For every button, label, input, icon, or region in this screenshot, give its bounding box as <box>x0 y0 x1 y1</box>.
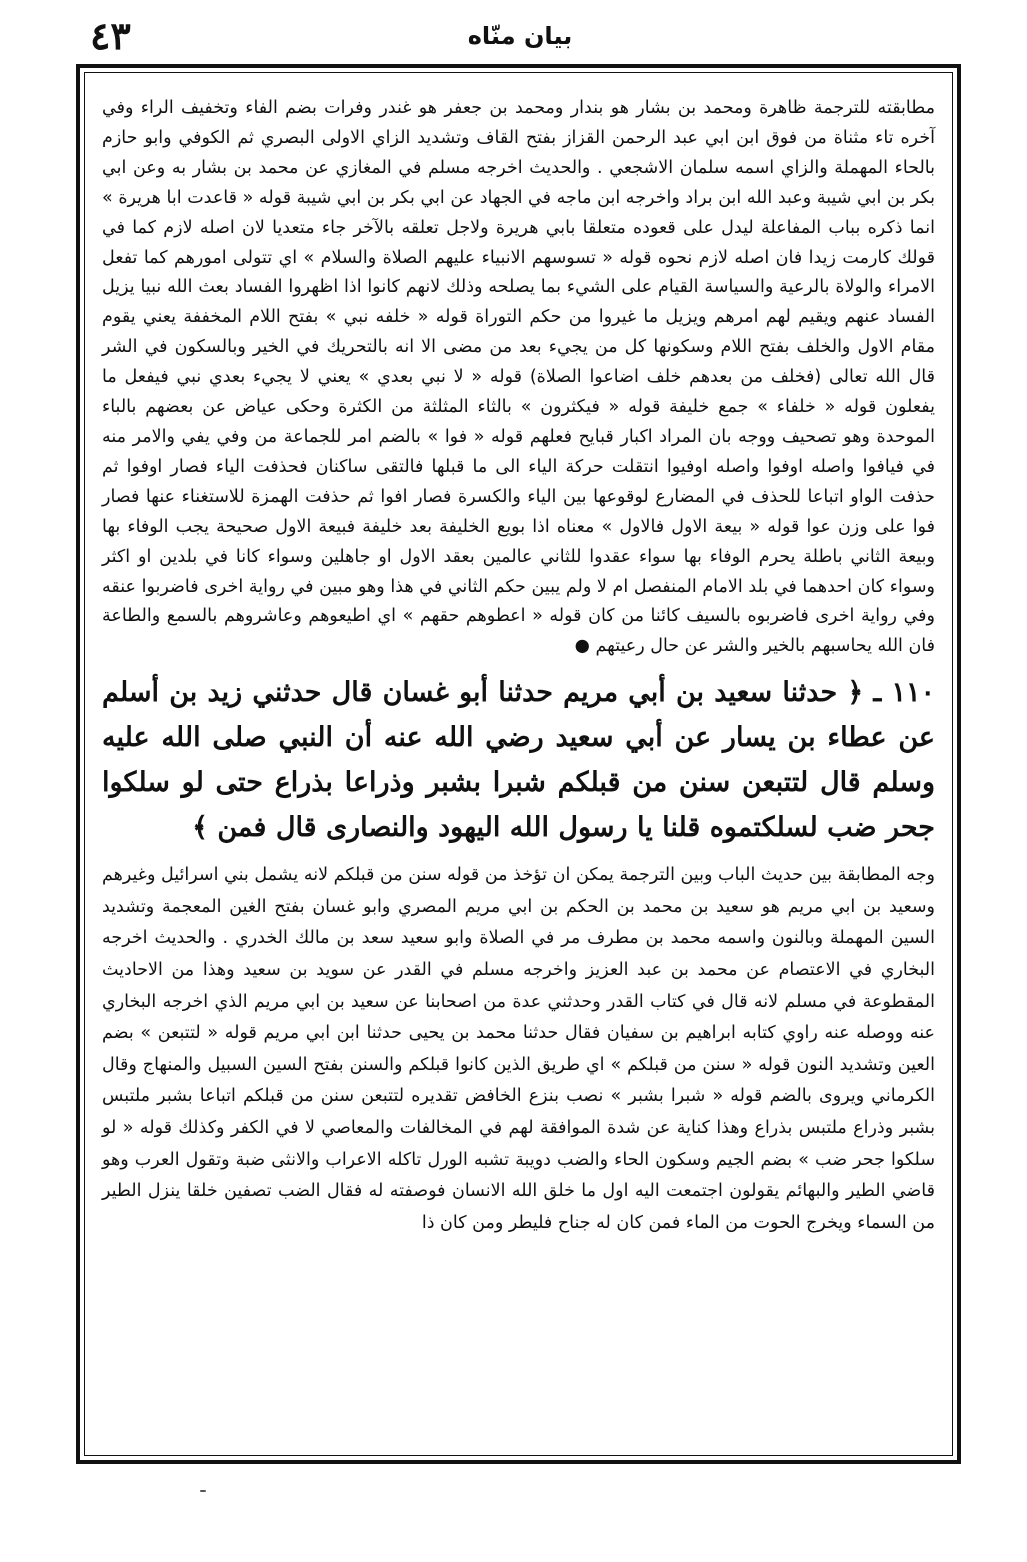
commentary-paragraph-2: وجه المطابقة بين حديث الباب وبين الترجمة يمكن ان تؤخذ من قوله سنن من قبلكم لانه يشمل بني اسرائيل وغيرهم وسعيد بن ابي مريم هو سعيد بن محمد بن الحكم بن ابي مريم المصري وابو غسان بفتح الغين المعجمة وتشديد السين المهملة وبالنون واسمه محمد بن مطرف مر في الصلاة وابو سعيد سعد بن مالك الخدري . والحديث اخرجه البخاري في الاعتصام عن محمد بن عبد العزيز واخرجه مسلم في القدر عن سويد بن سعيد وهذا من الاحاديث المقطوعة في مسلم لانه قال في كتاب القدر وحدثني عدة من اصحابنا عن سعيد بن ابي مريم الذي اخرجه البخاري عنه ووصله عنه راوي كتابه ابراهيم بن سفيان فقال حدثنا محمد بن يحيى حدثنا ابن ابي مريم قوله « لتتبعن » بضم العين وتشديد النون قوله « سنن من قبلكم » اي طريق الذين كانوا قبلكم والسنن بفتح السين السبيل والمنهاج وقال الكرماني ويروى بالضم قوله « شبرا بشبر » نصب بنزع الخافض تقديره لتتبعن سنن من قبلكم اتباعا بشبر ملتبس بشبر وذراع ملتبس بذراع وهذا كناية عن شدة الموافقة لهم في المخالفات والمعاصي لا في الكفر وكذلك قوله « لو سلكوا جحر ضب » بضم الجيم وسكون الحاء والضب دويبة تشبه الورل تاكله الاعراب والانثى ضبة وتقول العرب وهو قاضي الطير والبهائم يقولون اجتمعت اليه اول ما خلق الله الانسان فوصفته له فقال الضب تصفين خلقا ينزل الطير من السماء ويخرج الحوت من الماء فمن كان له جناح فليطر ومن كان ذا <box>102 865 935 1233</box>
hadith-number: ١١٠ <box>891 677 935 709</box>
scan-speck <box>200 1490 206 1492</box>
hadith-block <box>102 670 935 850</box>
running-title: بيان منّاه <box>467 22 573 50</box>
hadith-text: ﴿ حدثنا سعيد بن أبي مريم حدثنا أبو غسان قال حدثني زيد بن أسلم عن عطاء بن يسار عن أبي سعيد رضي الله عنه أن النبي صلى الله عليه وسلم قال لتتبعن سنن من قبلكم شبرا بشبر وذراعا بذراع حتى لو سلكوا جحر ضب لسلكتموه قلنا يا رسول الله اليهود والنصارى قال فمن ﴾ <box>102 677 935 844</box>
page-header <box>70 10 970 62</box>
hadith-separator: ـ <box>863 677 882 709</box>
page-border-outer <box>76 64 961 1464</box>
commentary-paragraph-1: مطابقته للترجمة ظاهرة ومحمد بن بشار هو بندار ومحمد بن جعفر هو غندر وفرات بضم الفاء وتخفيف الراء وفي آخره تاء مثناة من فوق ابن ابي عبد الرحمن القزاز بفتح القاف وتشديد الزاي الاولى البصري ثم الكوفي وابو حازم بالحاء المهملة والزاي اسمه سلمان الاشجعي . والحديث اخرجه مسلم في المغازي عن محمد بن بشار به وعن ابي بكر بن ابي شيبة وعبد الله ابن براد واخرجه ابن ماجه في الجهاد عن ابي بكر بن ابي شيبة قوله « قاعدت ابا هريرة » انما ذكره بباب المفاعلة ليدل على قعوده متعلقا بابي هريرة ولاجل تعلقه بالآخر جاء متعديا لان اصله لازم كما في قولك كارمت زيدا فان اصله لازم نحوه قوله « تسوسهم الانبياء عليهم الصلاة والسلام » اي تتولى امورهم كما تفعل الامراء والولاة بالرعية والسياسة القيام على الشيء بما يصلحه وذلك لانهم كانوا اذا اظهروا الفساد بعث الله نبيا يزيل الفساد عنهم ويقيم لهم امرهم ويزيل ما غيروا من حكم التوراة قوله « خلفه نبي » بفتح اللام المخففة يعني يقوم مقام الاول والخلف بفتح اللام وسكونها كل من يجيء بعد من مضى الا انه بالتحريك في الخير وبالسكون في الشر قال الله تعالى (فخلف من بعدهم خلف اضاعوا الصلاة) قوله « لا نبي بعدي » يعني لا يجيء بعدي نبي فيفعل ما يفعلون قوله « خلفاء » جمع خليفة قوله « فيكثرون » بالثاء المثلثة من الكثرة وحكى عياض عن بعضهم بالباء الموحدة وهو تصحيف ووجه بان المراد اكبار قبايح فعلهم قوله « فوا » بالضم امر للجماعة من وفي يفي والامر منه في فيافوا واصله اوفوا واصله اوفيوا انتقلت حركة الياء الى ما قبلها فالتقى ساكنان فحذفت الياء فصار اوفوا ثم حذفت الواو اتباعا للحذف في المضارع لوقوعها بين الياء والكسرة فصار افوا ثم حذفت الهمزة للاستغناء عنها فصار فوا على وزن عوا قوله « بيعة الاول فالاول » معناه اذا بويع الخليفة بعد خليفة فبيعة الاول صحيحة يجب الوفاء بها وبيعة الثاني باطلة يحرم الوفاء بها سواء عقدوا للثاني عالمين بعقد الاول او جاهلين وسواء كانا في بلدين او اكثر وسواء كان احدهما في بلد الامام المنفصل ام لا ولم يبين حكم الثاني في هذا وهو مبين في رواية اخرى فاضربوا عنقه وفي رواية اخرى فاضربوه بالسيف كائنا من كان قوله « اعطوهم حقهم » اي اطيعوهم وعاشروهم بالسمع والطاعة فان الله يحاسبهم بالخير والشر عن حال رعيتهم ● <box>102 98 935 657</box>
page-body <box>102 94 935 1239</box>
page-number: ٤٣ <box>90 13 131 58</box>
